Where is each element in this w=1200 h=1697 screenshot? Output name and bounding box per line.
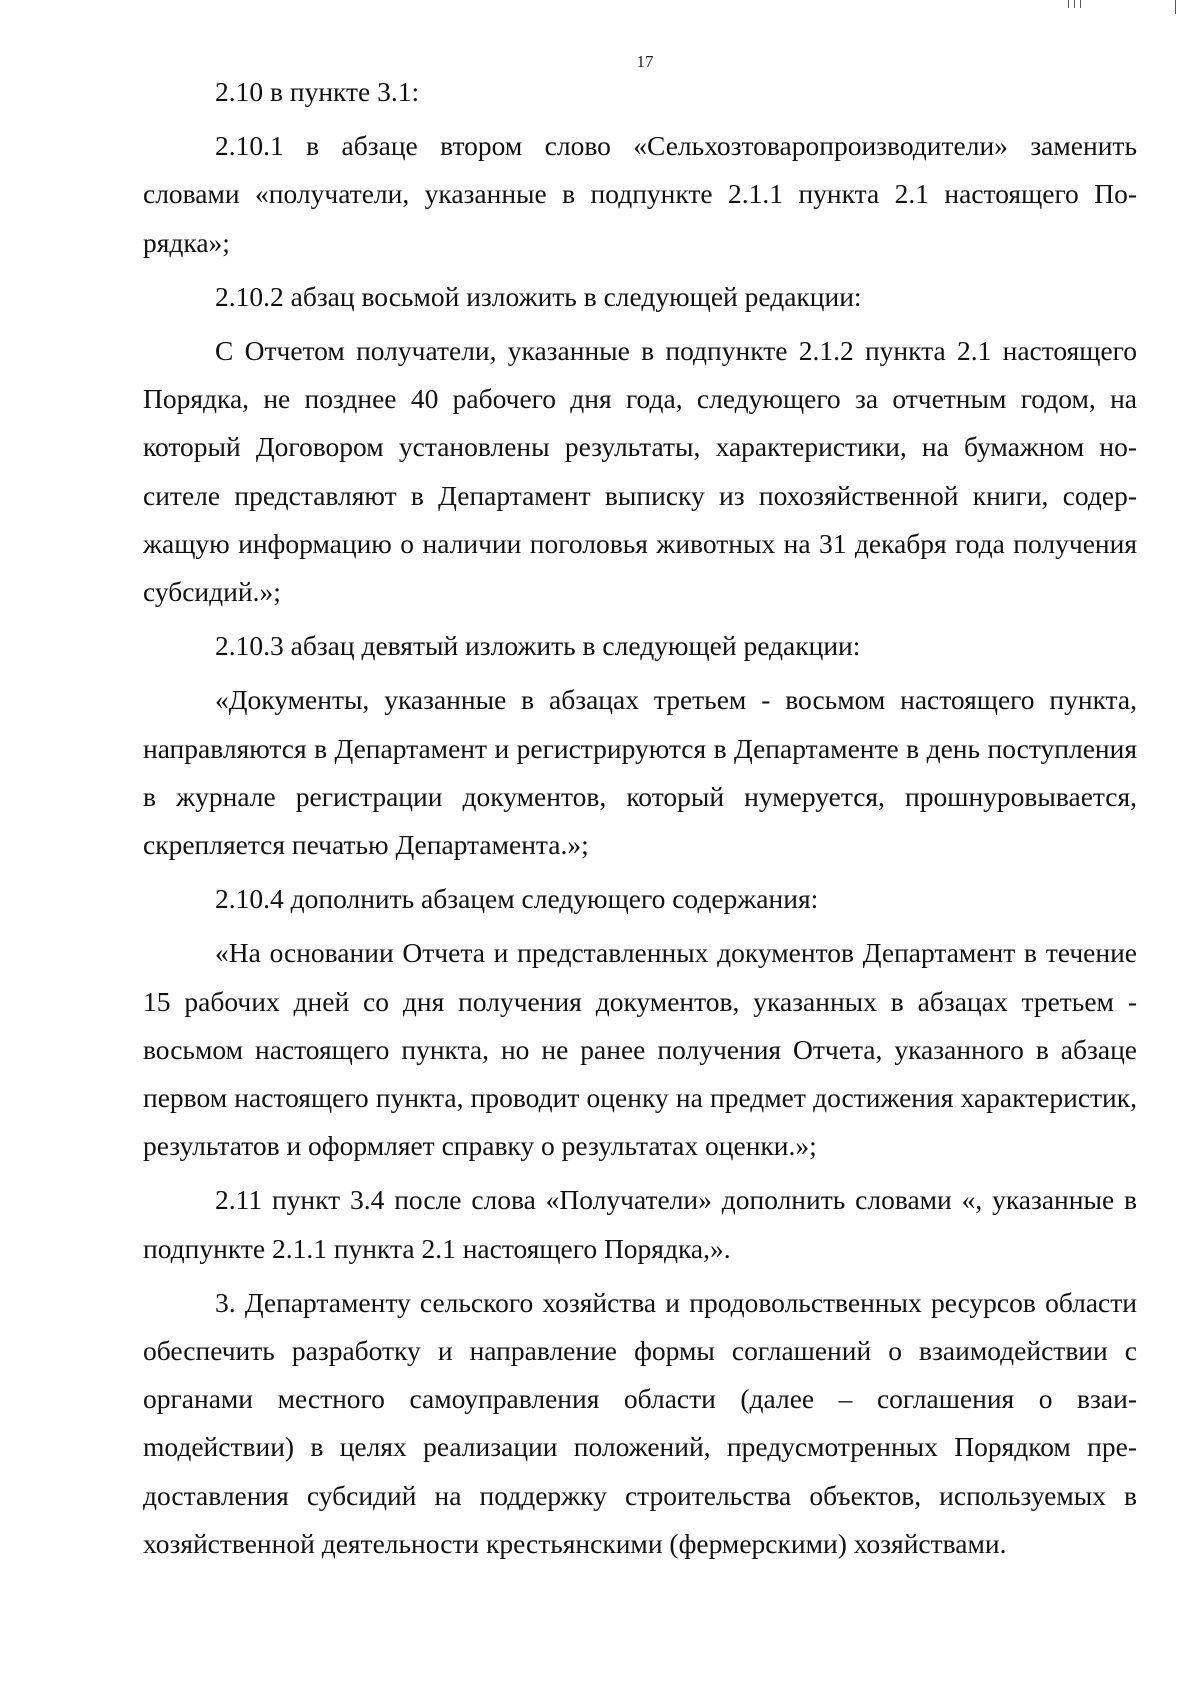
paragraph-2-10-1: 2.10.1 в абзаце втором слово «Сельхозтоваропроизводители» заменить словами «получатели, указанные в подпункте 2.1.1 пункта 2.1 настоящего Порядка»; (143, 130, 1137, 258)
paragraph-3: 3. Департаменту сельского хозяйства и продовольственных ресурсов области обеспечить разработку и направление формы соглашений о взаимодействии с органами местного самоуправления области (далее – соглашения о взаиmодействии) в целях реализации положений, предусмотренных Порядком предоставления субсидий на поддержку строительства объектов, используемых в хозяйственной деятельности крестьянскими (фермерскими) хозяйствами. (143, 1286, 1137, 1559)
paragraph-documents-text: «Документы, указанные в абзацах третьем - восьмом настоящего пункта, направляются в Департамент и регистрируются в Департаменте в день поступления в журнале регистрации документов, который нумеруется, прошнуровывается, скрепляется печатью Департамента.»; (143, 684, 1137, 861)
paragraph-report-text: С Отчетом получатели, указанные в подпункте 2.1.2 пункта 2.1 настоящего Порядка, не позднее 40 рабочего дня года, следующего за отчетным годом, на который Договором установлены результаты, характеристики, на бумажном носителе представляют в Департамент выписку из похозяйственной книги, содержащую информацию о наличии поголовья животных на 31 декабря года получения субсидий.»; (143, 335, 1137, 608)
paragraph-2-10: 2.10 в пункте 3.1: (215, 76, 420, 107)
paragraph-2-10-2: 2.10.2 абзац восьмой изложить в следующей редакции: (215, 280, 862, 312)
paragraph-2-11: 2.11 пункт 3.4 после слова «Получатели» дополнить словами «, указанные в подпункте 2.1.1 пункта 2.1 настоящего Порядка,». (143, 1184, 1137, 1264)
scan-edge-mark (1175, 0, 1176, 14)
scan-edge-mark (1080, 0, 1081, 8)
page-number: 17 (636, 52, 654, 71)
document-body (143, 68, 1137, 1568)
paragraph-2-10-4: 2.10.4 дополнить абзацем следующего содержания: (215, 883, 819, 915)
scan-edge-mark (1068, 0, 1069, 8)
paragraph-2-10-3: 2.10.3 абзац девятый изложить в следующей редакции: (215, 630, 861, 662)
paragraph-assessment-text: «На основании Отчета и представленных документов Департамент в течение 15 рабочих дней со дня получения документов, указанных в абзацах третьем - восьмом настоящего пункта, но не ранее получения Отчета, указанного в абзаце первом настоящего пункта, проводит оценку на предмет достижения характеристик, результатов и оформляет справку о результатах оценки.»; (143, 937, 1137, 1162)
scan-edge-mark (1074, 0, 1075, 8)
